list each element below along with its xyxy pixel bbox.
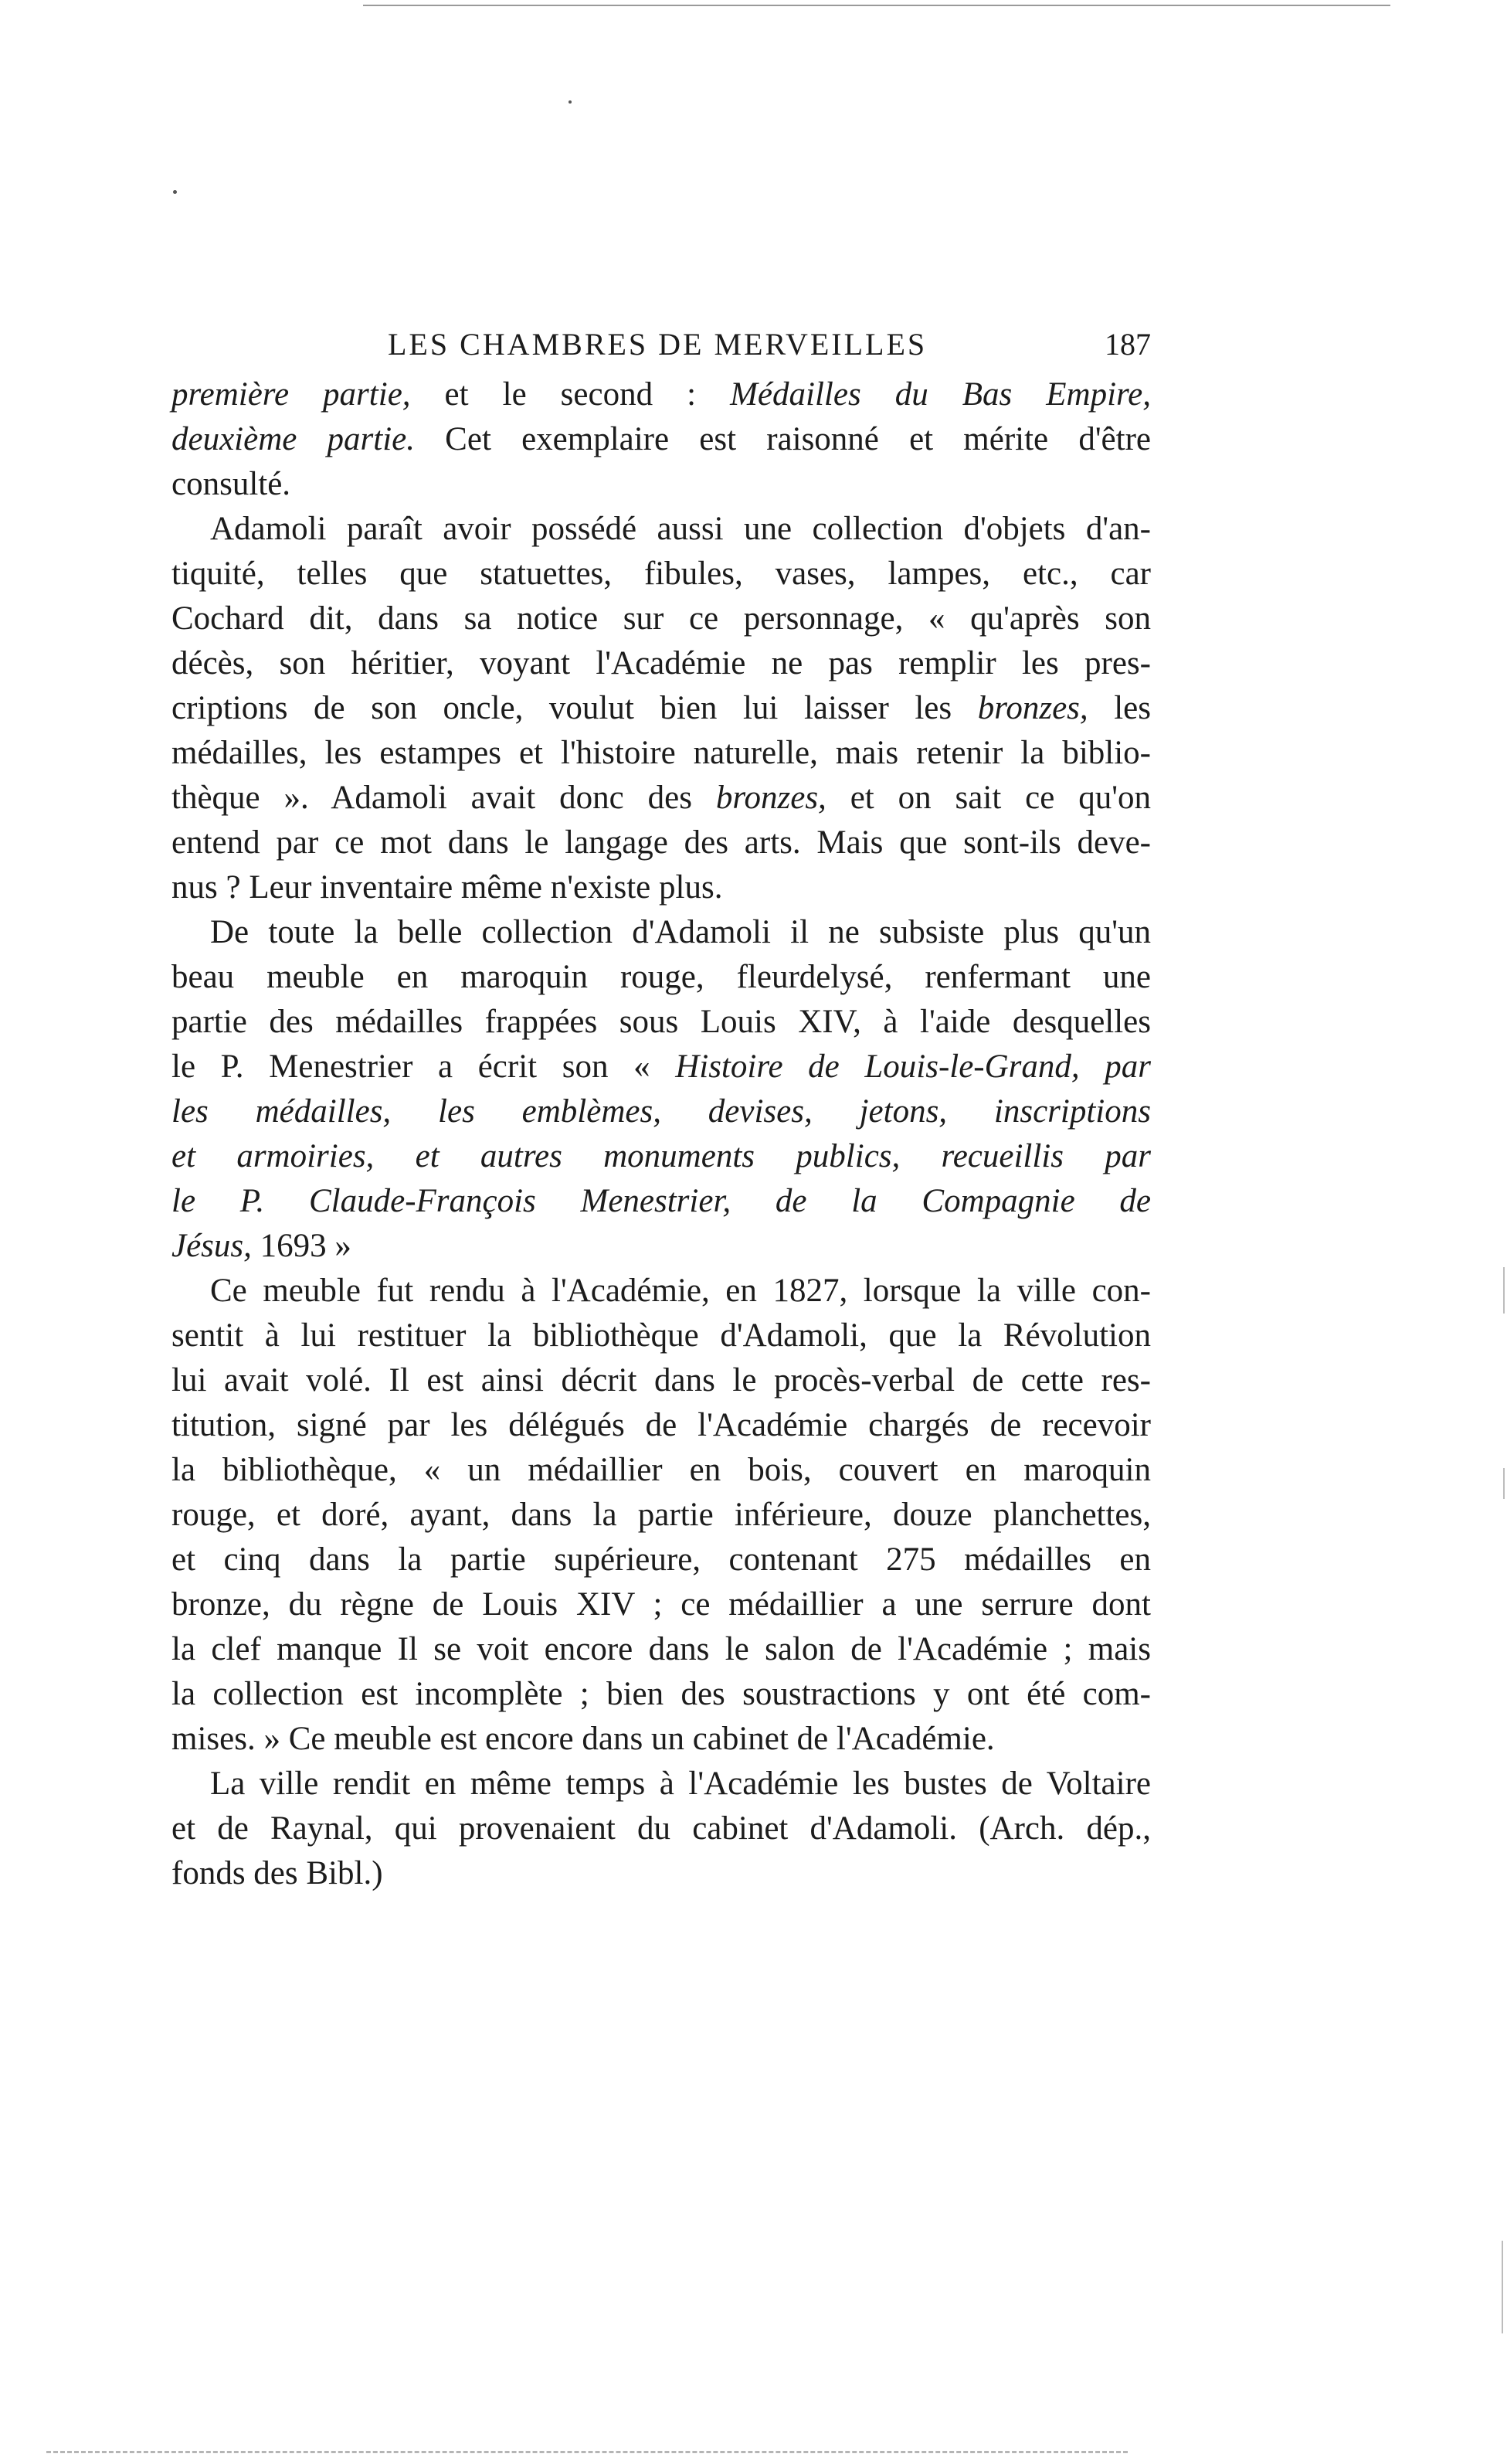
text-span: criptions de son oncle, voulut bien lui laisser les [171,690,978,726]
text-line [171,417,1151,462]
scan-edge-mark [1502,2241,1503,2333]
paragraph [171,910,1151,1269]
text-line: partie des médailles frappées sous Louis XIV, à l'aide desquelles [171,1004,1151,1040]
text-line: entend par ce mot dans le langage des arts. Mais que sont-ils deve- [171,824,1151,861]
text-span: thèque ». Adamoli avait donc des [171,780,716,816]
scan-edge-mark [1503,1267,1505,1314]
text-span: le P. Menestrier a écrit son « [171,1048,676,1085]
text-line: beau meuble en maroquin rouge, fleurdelysé, renfermant une [171,959,1151,995]
text-line: bronze, du règne de Louis XIV ; ce médaillier a une serrure dont [171,1586,1151,1623]
italic-span: les médailles, les emblèmes, devises, jetons, inscriptions [171,1093,1151,1130]
text-line [171,1089,1151,1134]
italic-span: Médailles du Bas Empire, [730,376,1152,413]
scan-edge-mark [1503,1468,1505,1499]
text-line: décès, son héritier, voyant l'Académie ne pas remplir les pres- [171,645,1151,681]
text-line: mises. » Ce meuble est encore dans un cabinet de l'Académie. [171,1721,995,1757]
running-title: LES CHAMBRES DE MERVEILLES [388,327,928,362]
text-line [171,1045,1151,1089]
text-line [171,776,1151,821]
italic-span: et armoiries, et autres monuments publics, recueillis par [171,1138,1151,1174]
text-span: et le second : [410,376,731,413]
text-line: consulté. [171,466,291,502]
text-line: Cochard dit, dans sa notice sur ce personnage, « qu'après son [171,600,1151,637]
text-line: De toute la belle collection d'Adamoli il ne subsiste plus qu'un [210,914,1151,950]
text-line: et cinq dans la partie supérieure, contenant 275 médailles en [171,1541,1151,1578]
text-line: la collection est incomplète ; bien des soustractions y ont été com- [171,1676,1151,1712]
text-line: La ville rendit en même temps à l'Académie les bustes de Voltaire [210,1766,1151,1802]
text-line: et de Raynal, qui provenaient du cabinet d'Adamoli. (Arch. dép., [171,1810,1151,1847]
text-line: rouge, et doré, ayant, dans la partie inférieure, douze planchettes, [171,1497,1151,1533]
text-line [171,1134,1151,1179]
body-text [171,372,1151,1896]
scan-speck [569,100,572,104]
text-line [171,686,1151,731]
text-line: Adamoli paraît avoir possédé aussi une collection d'objets d'an- [210,511,1151,547]
text-line: médailles, les estampes et l'histoire naturelle, mais retenir la biblio- [171,735,1151,771]
text-line: titution, signé par les délégués de l'Académie chargés de recevoir [171,1407,1151,1443]
text-line: fonds des Bibl.) [171,1855,383,1891]
scan-border-top [363,5,1390,6]
italic-span: Histoire de Louis-le-Grand, par [675,1048,1151,1085]
text-span: et on sait ce qu'on [826,780,1151,816]
text-line: Ce meuble fut rendu à l'Académie, en 1827, lorsque la ville con- [210,1273,1151,1309]
text-line: sentit à lui restituer la bibliothèque d'Adamoli, que la Révolution [171,1317,1151,1354]
text-line [171,372,1151,417]
paragraph [171,507,1151,910]
text-line [171,1224,1151,1269]
text-span: 1693 » [251,1228,351,1264]
italic-span: deuxième partie. [171,421,415,457]
text-line: nus ? Leur inventaire même n'existe plus. [171,869,723,906]
italic-span: bronzes, [715,780,826,816]
running-head [171,326,1151,372]
text-line: tiquité, telles que statuettes, fibules, vases, lampes, etc., car [171,556,1151,592]
italic-span: Jésus, [171,1228,252,1264]
paragraph [171,1269,1151,1762]
italic-span: bronzes, [977,690,1088,726]
page-number: 187 [1105,327,1151,362]
text-span: Cet exemplaire est raisonné et mérite d'être [415,421,1151,457]
text-line: lui avait volé. Il est ainsi décrit dans le procès-verbal de cette res- [171,1362,1151,1399]
italic-span: première partie, [171,376,411,413]
scan-border-bottom [46,2451,1128,2453]
paragraph [171,372,1151,507]
text-line: la clef manque Il se voit encore dans le salon de l'Académie ; mais [171,1631,1151,1667]
text-line [171,1179,1151,1224]
text-span: les [1088,690,1151,726]
italic-span: le P. Claude-François Menestrier, de la Compagnie de [171,1183,1151,1219]
scan-speck [173,190,177,194]
text-line: la bibliothèque, « un médaillier en bois, couvert en maroquin [171,1452,1151,1488]
paragraph [171,1762,1151,1896]
